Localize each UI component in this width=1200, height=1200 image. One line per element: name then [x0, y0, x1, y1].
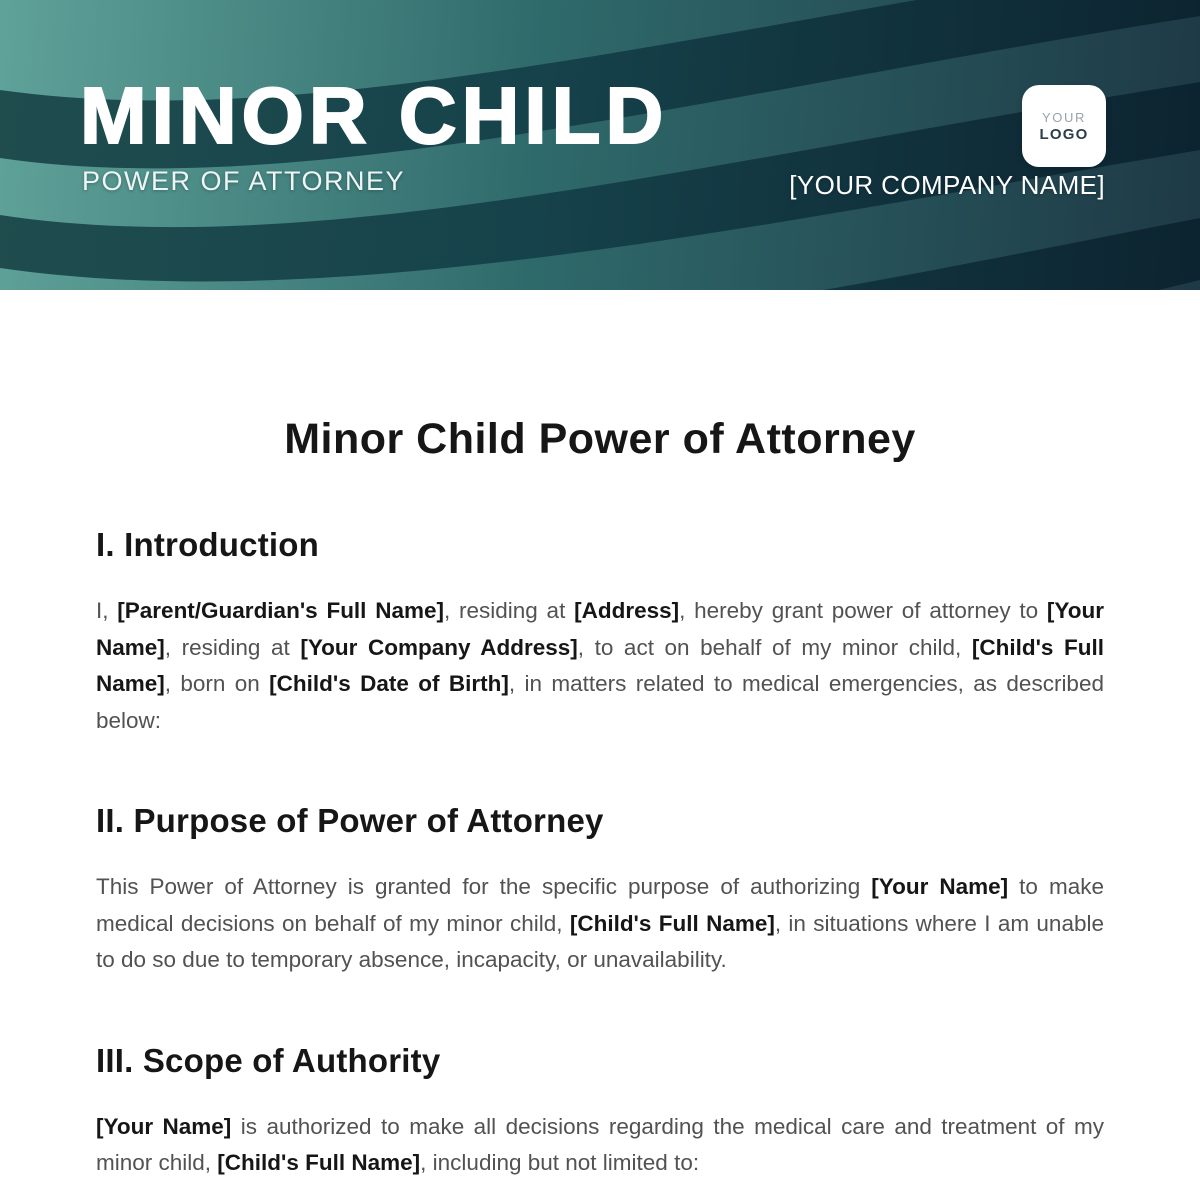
company-name-placeholder: [YOUR COMPANY NAME] — [789, 170, 1105, 200]
section-heading-scope: III. Scope of Authority — [96, 1041, 441, 1079]
section-paragraph-purpose: This Power of Attorney is granted for the specific purpose of authorizing [Your Name] to make medical decisions on behalf of my minor child, [Child's Full Name], in situations where I am unable to do so due to temporary absence, incapacity, or unavailability. — [96, 874, 1104, 972]
banner-title: MINOR CHILD — [80, 71, 669, 160]
section-heading-purpose: II. Purpose of Power of Attorney — [96, 802, 604, 839]
document-body — [0, 290, 1200, 1182]
header-banner — [0, 0, 1200, 290]
logo-text-your: YOUR — [1042, 109, 1086, 125]
document-title: Minor Child Power of Attorney — [284, 415, 916, 463]
logo-text-logo: LOGO — [1039, 125, 1089, 143]
section-paragraph-scope: [Your Name] is authorized to make all decisions regarding the medical care and treatment of my minor child, [Child's Full Name], including but not limited to: — [96, 1113, 1105, 1175]
section-paragraph-introduction: I, [Parent/Guardian's Full Name], residing at [Address], hereby grant power of attorney to [Your Name], residing at [Your Company Address], to act on behalf of my minor child, [Child's Full Name], born on [Child's Date of Birth], in matters related to medical emergencies, as described below: — [96, 598, 1105, 733]
logo-placeholder — [1022, 85, 1106, 167]
section-heading-introduction: I. Introduction — [96, 526, 319, 563]
banner-subtitle: POWER OF ATTORNEY — [82, 166, 406, 196]
